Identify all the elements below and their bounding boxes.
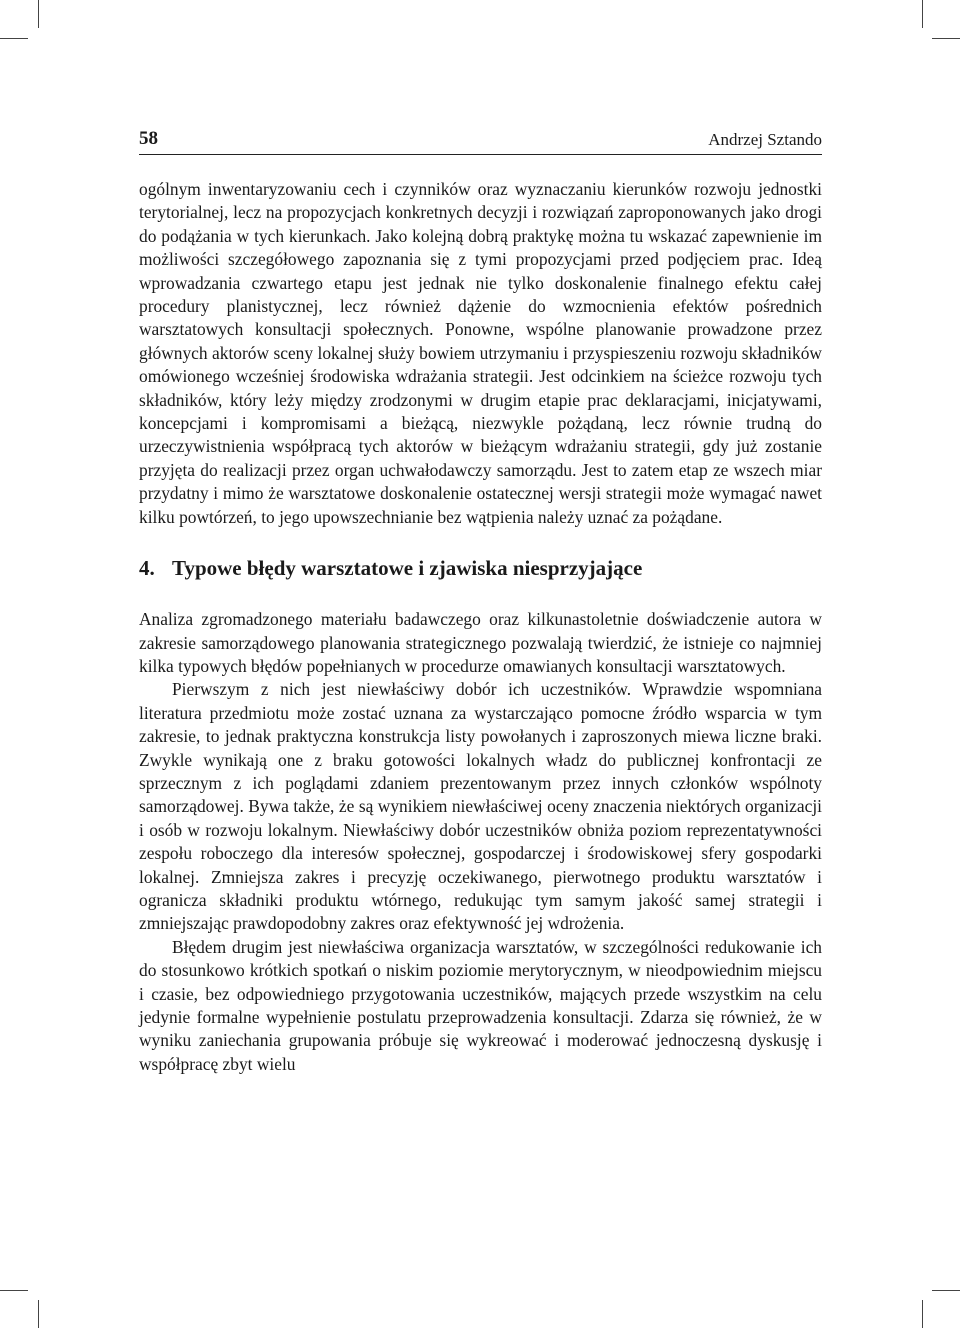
crop-mark-bottom-left [38, 1300, 39, 1328]
page-body [139, 178, 822, 1076]
page-number: 58 [139, 128, 158, 149]
paragraph-1: Analiza zgromadzonego materiału badawczego oraz kilkunastoletnie doświadczenie autora w zakresie samorządowego planowania strategicznego pozwalają twierdzić, że istnieje co najmniej kilka typowych błędów popełnianych w procedurze omawianych konsultacji warsztatowych. [139, 609, 822, 676]
section-heading [139, 555, 822, 581]
crop-mark-bottom-left-h [0, 1290, 28, 1291]
paragraph-3: Błędem drugim jest niewłaściwa organizacja warsztatów, w szczególności redukowanie ich do stosunkowo krótkich spotkań o niskim poziomie merytorycznym, w nieodpowiednim miejscu i czasie, bez odpowiedniego przygotowania uczestników, mających przede wszystkim na celu jedynie formalne wypełnienie postulatu przeprowadzenia konsultacji. Zdarza się również, że w wyniku zaniechania grupowania próbuje się wykreować i moderować jednoczesną dyskusję i współpracę zbyt wielu [139, 936, 822, 1074]
paragraph-2: Pierwszym z nich jest niewłaściwy dobór ich uczestników. Wprawdzie wspomniana literatura przedmiotu może zostać uznana za wystarczająco pomocne źródło wsparcia w tym zakresie, to jednak praktyczna konstrukcja listy powołanych i zaproszonych miewa liczne braki. Zwykle wynikają one z braku gotowości lokalnych władz do publicznej konfrontacji ze sprzecznym z ich poglądami zdaniem prezentowanym przez innych członków wspólnoty samorządowej. Bywa także, że są wynikiem niewłaściwej oceny znaczenia niektórych organizacji i osób w rozwoju lokalnym. Niewłaściwy dobór uczestników obniża poziom reprezentatywności zespołu roboczego dla interesów społecznej, gospodarczej i środowiskowej sfery gospodarki lokalnej. Zmniejsza zakres i precyzję oczekiwanego, pierwotnego produktu warsztatów i ogranicza składniki produktu wtórnego, redukując tym samym jakość samej strategii i zmniejszając prawdopodobny zakres oraz efektywność jej wdrożenia. [139, 679, 822, 934]
crop-mark-bottom-right [922, 1300, 923, 1328]
crop-mark-top-right-h [932, 38, 960, 39]
section-title: Typowe błędy warsztatowe i zjawiska niesprzyjające [172, 556, 643, 581]
page-header [139, 128, 822, 155]
crop-mark-top-right [922, 0, 923, 28]
crop-mark-top-left [38, 0, 39, 28]
crop-mark-bottom-right-h [932, 1290, 960, 1291]
crop-mark-top-left-h [0, 38, 28, 39]
paragraph-continued: ogólnym inwentaryzowaniu cech i czynników oraz wyznaczaniu kierunków rozwoju jednostki terytorialnej, lecz na propozycjach konkretnych decyzji i rozwiązań zaproponowanych jako drogi do podążania w tych kierunkach. Jako kolejną dobrą praktykę można tu wskazać zapewnienie im możliwości szczegółowego zapoznania się z tymi propozycjami przed podjęciem prac. Ideą wprowadzania czwartego etapu jest jednak nie tylko doskonalenie finalnego efektu całej procedury planistycznej, lecz również dążenie do wzmocnienia efektów pośrednich warsztatowych konsultacji społecznych. Ponowne, wspólne planowanie prowadzone przez głównych aktorów sceny lokalnej służy bowiem utrzymaniu i przyspieszeniu rozwoju składników omówionego wcześniej środowiska wdrażania strategii. Jest odcinkiem na ścieżce rozwoju tych składników, który leży między zrodzonymi w drugim etapie prac deklaracjami, inicjatywami, koncepcjami i kompromisami a bieżącą, niezwykle pożądaną, lecz równie trudną do urzeczywistnienia współpracą tych aktorów w bieżącym wdrażaniu strategii, gdy już zostanie przyjęta do realizacji przez organ uchwałodawczy samorządu. Jest to zatem etap ze wszech miar przydatny i mimo że warsztatowe doskonalenie ostatecznej wersji strategii może wymagać nawet kilku powtórzeń, to jego upowszechnianie bez wątpienia należy uznać za pożądane. [139, 179, 822, 527]
section-number: 4. [139, 556, 155, 581]
running-head-author: Andrzej Sztando [708, 130, 822, 149]
